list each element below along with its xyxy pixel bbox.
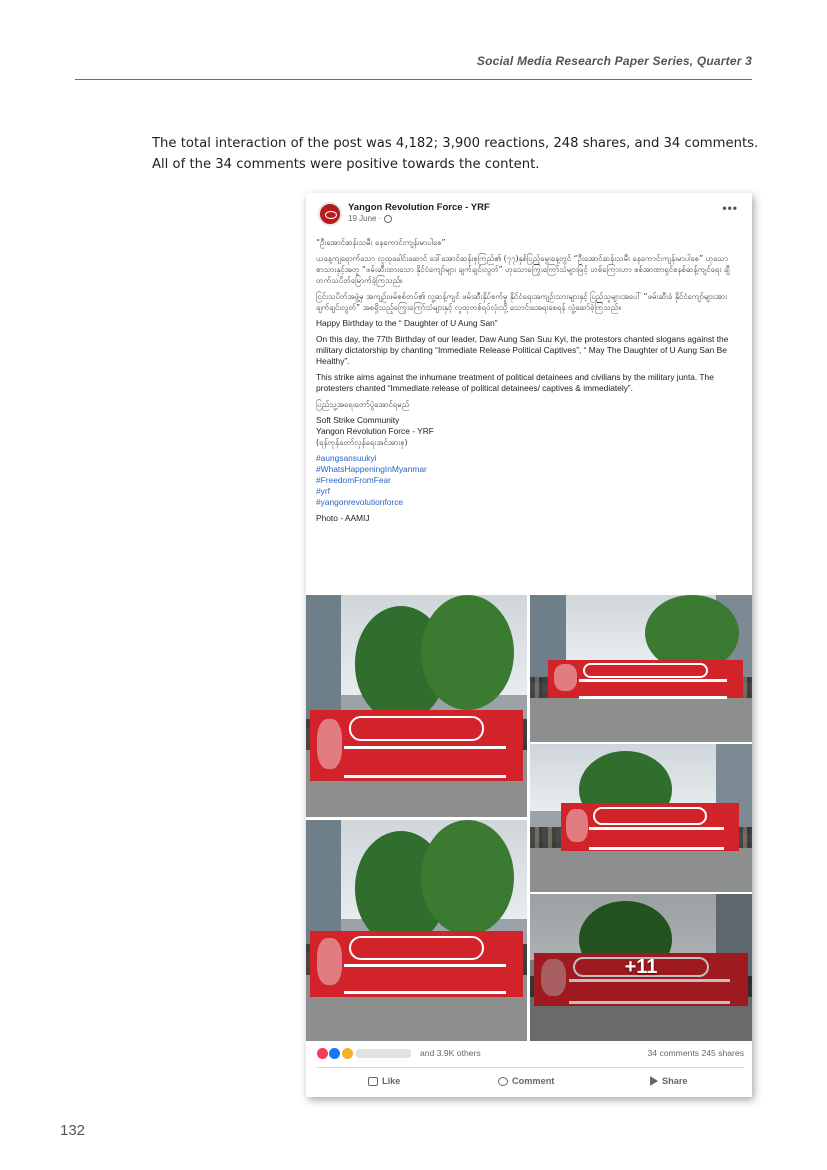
love-reaction-icon <box>316 1047 329 1060</box>
burmese-title: “ဦးအောင်ဆန်းသမီး နေကောင်းကျန်းမာပါစေ” <box>316 238 446 247</box>
reaction-icons[interactable] <box>316 1047 351 1060</box>
more-options-icon: ••• <box>722 201 738 215</box>
comment-button[interactable] <box>498 1076 554 1086</box>
signoff-line-2: Yangon Revolution Force - YRF <box>316 426 434 436</box>
english-paragraph-2: On this day, the 77th Birthday of our leader, Daw Aung San Suu Kyi, the protestors chanted slogans against the military dictatorship by chanting “Immediate Release Political Captives”, “ May The Daughter of U Aung San Be Healthy”. <box>316 334 729 366</box>
signoff-line-3: (ရန်ကုန်တော်လှန်ရေးအင်အားစု) <box>316 438 408 447</box>
hashtag: #FreedomFromFear <box>316 475 391 485</box>
actions-divider <box>316 1067 744 1068</box>
like-reaction-icon <box>328 1047 341 1060</box>
more-photos-count: +11 <box>624 956 658 978</box>
red-banner <box>561 803 739 850</box>
red-banner <box>548 660 743 698</box>
post-header <box>306 193 752 235</box>
protest-photo-5[interactable] <box>530 894 752 1041</box>
body-paragraph <box>152 133 762 175</box>
thumbs-up-icon <box>368 1077 378 1086</box>
english-paragraph-1: Happy Birthday to the “ Daughter of U Aung San” <box>316 318 498 328</box>
hashtag: #aungsansuukyi <box>316 453 377 463</box>
facebook-post-screenshot <box>306 193 752 1097</box>
care-reaction-icon <box>341 1047 354 1060</box>
body-line-1: The total interaction of the post was 4,182; 3,900 reactions, 248 shares, and 34 comments. <box>152 136 759 151</box>
series-title: Social Media Research Paper Series, Quarter 3 <box>476 54 752 68</box>
like-label: Like <box>382 1076 401 1086</box>
comment-icon <box>498 1077 508 1086</box>
burmese-paragraph-2: ငြင်းသပိတ်အဖွဲ့မှ အကျဉ်းဖမ်စစ်တပ်၏ လူ့ဆန့်ကျင် ဖမ်းဆီးနှိပ်စက်မှု နိုင်ငံရေးအကျဉ်းသားများနှင့် ပြည်သူများအပေါ် “ဖမ်းဆီးခံ နိုင်ငံကျော်များအား ချက်ချင်းလွတ်” အစရှိသည့်ကြွေးကြော်သံများနှင့် လူထုတစ်ရပ်လုံးသို့ သောင်းအေရးစေရန် လှုံ့ဆော်ခဲ့ကြသည်။ <box>316 292 728 312</box>
header-rule <box>75 79 752 80</box>
page-avatar <box>318 202 342 226</box>
share-label: Share <box>662 1076 688 1086</box>
protest-photo-2 <box>530 595 752 742</box>
page-number: 132 <box>60 1122 86 1139</box>
post-date <box>348 214 392 223</box>
post-text <box>316 237 744 524</box>
page-name: Yangon Revolution Force - YRF <box>348 202 490 213</box>
share-button[interactable] <box>650 1076 688 1086</box>
protest-photo-4 <box>306 820 527 1041</box>
red-banner <box>310 710 522 781</box>
like-button[interactable] <box>368 1076 400 1086</box>
more-photos-overlay[interactable] <box>530 894 752 1041</box>
reaction-stats <box>316 1047 744 1061</box>
comment-label: Comment <box>512 1076 555 1086</box>
comments-shares-count[interactable]: 34 comments 245 shares <box>647 1048 744 1058</box>
burmese-paragraph-1: ယနေ့ကျရောက်သော လူထုခေါင်းဆောင် ဒေါ်အောင်ဆန်းစုကြည်၏ (၇၇)နှစ်ပြည့်မွေးနေ့တွင် “ဦးအောင်ဆန်းသမီး နေကောင်းကျန်းမာပါစေ” ဟုသော စာသားနှင့်အတူ “ဖမ်းဆီးထားသော နိုင်ငံကျော်များ ချက်ချင်းလွတ်” ဟုသောကြွေးကြော်သံများဖြင့် ဟစ်ကြေားဟာ စစ်အာဏာရှင်စနစ်ဆန့်ကျင်ရေး ချီတက်သပိတ်မြောက်ခဲ့ကြသည်။ <box>316 254 730 285</box>
post-actions <box>316 1071 744 1093</box>
photo-credit: Photo - AAMIJ <box>316 513 370 523</box>
body-line-2: All of the 34 comments were positive towards the content. <box>152 157 540 172</box>
post-date-text: 19 June · <box>348 214 382 223</box>
signoff-line-1: Soft Strike Community <box>316 415 400 425</box>
hashtag: #yangonrevolutionforce <box>316 497 404 507</box>
protest-photo-1 <box>306 595 527 817</box>
reactions-count[interactable]: and 3.9K others <box>420 1048 481 1058</box>
protest-photo-3 <box>530 744 752 892</box>
globe-icon <box>384 215 392 223</box>
red-banner <box>310 931 522 997</box>
hashtag: #WhatsHappeningInMyanmar <box>316 464 427 474</box>
hashtag: #yrf <box>316 486 330 496</box>
burmese-signoff: ပြည်သူ့အရေးတော်ပွဲအောင်ရမည် <box>316 400 410 409</box>
redacted-names <box>356 1049 411 1058</box>
share-icon <box>650 1076 658 1086</box>
english-paragraph-3: This strike aims against the inhumane treatment of political detainees and civilians by the military junta. The protesters chanted “Immediate release of political detainees/ captives & immediately”. <box>316 372 714 393</box>
